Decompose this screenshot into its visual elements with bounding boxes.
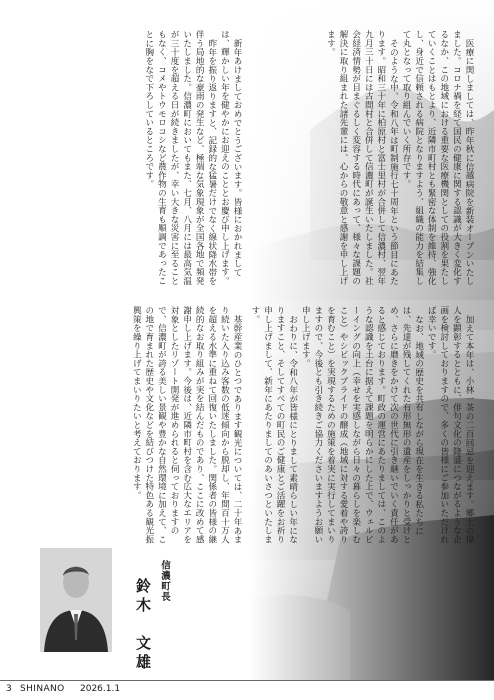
- paragraph: なお、地域の歴史を共有しながら現在を生きる私たちには、先達が残してくれた有形無形の遺産をしっかりと受けとめ、さらに磨きをかけて次の世代に引き継いでいく責任があると感じております。町政の運営にあたりましては、このような認識を土台に据えて課題を明らかにした上で、ウェルビーイングの向上（幸せを実感しながら日々の暮らしを楽しむこと）やシビックプライドの醸成（地域に対する愛着や誇りを育むこと）を実現するための施策を着実に実行してまいりますので、今後とも引き続きご協力くださいますようお願い申し上げます。: [300, 306, 424, 544]
- paragraph: そのような中、令和八年は町制施行七十周年という節目にあたります。昭和三十年に柏原村と富士里村が合併して信濃村、翌年九月三十日には古間村と合併して信濃町が誕生いたしました。社会経済情勢が目まぐるしく変容する時代にあって、様々な課題の解決に取り組まれた諸先輩には、心からの敬意と感謝を申し上げます。: [325, 30, 399, 286]
- issue-date: 2026.1.1: [80, 684, 121, 694]
- paragraph: 医療に関しましては、昨年秋に信越病院を新装オープンいたしました。コロナ禍を経て国民の健康に関する認識が大きく変化するなか、この地域における重要な医療機関としての役割を果たしていくことはもとより、近隣市町村とも緊密な体制を維持、強化し、身近で信頼される病院となりますよう、組織の能力を結集して丸となって取り組んでいく所存です。: [401, 30, 474, 286]
- paragraph: 昨年を振り返りますと、記録的な猛暑だけでなく線状降水帯を伴う局地的な豪雨の発生など、極端な気象現象が全国各地で頻発いたしました。信濃町においてもまた、七月、八月には最高気温が三十度を超える日が続きましたが、幸い大きな災害に至ることもなく、コメやトウモロコシなど農作物の生育も順調であったことに胸をなで下ろしているところです。: [143, 30, 217, 286]
- greeting-text-column-3: [250, 30, 475, 288]
- signature-name: 鈴木 文雄: [134, 578, 152, 673]
- paragraph: 基幹産業のひとつであります観光については、二十年あまり続いた入り込み客数の低迷傾向から脱却し、年間百十万人を超える水準に重ねて回復いたしました。関係者の皆様の継続的なお取り組みが実を結んだものであり、ここに改めて感謝申し上げます。今後は、近隣市町村を含む広大なエリアを対象としたリゾート開発が進められると伺っておりますので、信濃町が誇る美しい景観や豊かな自然環境に加えて、この地で育まれた歴史や文化などを結びつけた特色ある観光振興策を繰り上げてまいりたいと考えております。: [131, 306, 242, 544]
- portrait-image: [40, 548, 112, 652]
- greeting-text-column-2: [18, 306, 243, 551]
- page-number: 3: [6, 684, 12, 694]
- greeting-text-column-1: [18, 30, 243, 288]
- paragraph: 加えて本年は、小林一茶の二百回忌を迎えます。郷土の偉人を顕彰するとともに、俳句文化の降盛につながるような企画を検討しておりますので、多くの皆様にご参加いただければ幸いです。: [426, 306, 474, 544]
- mayor-portrait: [40, 548, 112, 652]
- page-footer: [0, 680, 494, 700]
- paragraph: 新年あけましておめでとうございます。皆様におかれましては、輝かしい年を健やかにお迎えのこととお慶び申し上げます。: [219, 30, 242, 286]
- signature-title: 信濃町長: [159, 560, 170, 602]
- greeting-text-column-4: [250, 306, 475, 551]
- paragraph: おわりに、令和八年が皆様にとりまして素晴らしい年になりますこと、そしてすべての町民のご健康とご活躍をお祈り申し上げまして、新年にあたりましてのあいさつといたします。: [250, 306, 298, 544]
- magazine-name: SHINANO: [20, 684, 65, 694]
